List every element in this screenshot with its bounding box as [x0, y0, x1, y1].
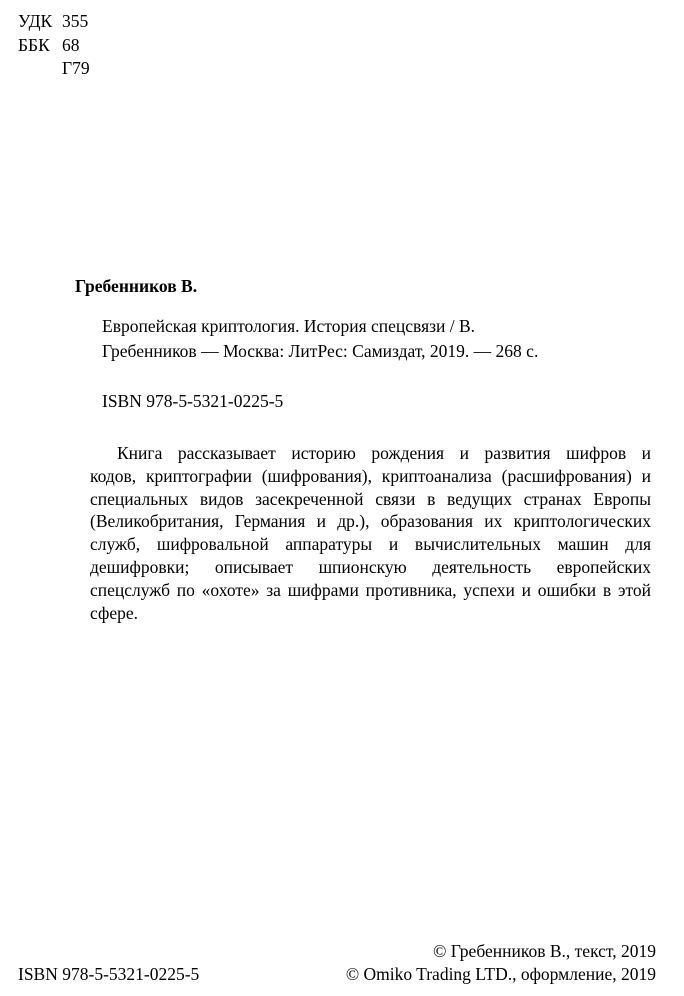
- isbn-main: ISBN 978-5-5321-0225-5: [102, 391, 284, 411]
- annotation-line: кодов, криптографии (шифрования), криптоанализа (расшифрования) и: [90, 465, 651, 486]
- bbk-label: ББК: [18, 35, 50, 55]
- author-mark: Г79: [62, 58, 90, 78]
- bbk-value: 68: [62, 35, 80, 55]
- copyright-design: © Omiko Trading LTD., оформление, 2019: [345, 964, 656, 984]
- footer-isbn: ISBN 978-5-5321-0225-5: [18, 964, 200, 984]
- annotation-line: (Великобритания, Германия и др.), образования их криптологических: [90, 511, 651, 532]
- annotation-line: сфере.: [90, 602, 138, 623]
- annotation: [90, 442, 651, 624]
- bibliographic-line-2: Гребенников — Москва: ЛитРес: Самиздат, 2019. — 268 с.: [102, 341, 539, 361]
- annotation-line: Книга рассказывает историю рождения и развития шифров и: [117, 443, 651, 463]
- annotation-line: специальных видов засекреченной связи в ведущих странах Европы: [90, 488, 651, 509]
- udk-value: 355: [62, 11, 89, 31]
- annotation-line: служб, шифровальной аппаратуры и вычислительных машин для: [90, 534, 651, 555]
- udk-label: УДК: [18, 11, 53, 31]
- copyright-text: © Гребенников В., текст, 2019: [433, 941, 656, 961]
- author-heading: Гребенников В.: [75, 276, 198, 296]
- annotation-line: дешифровки; описывает шпионскую деятельность европейских: [90, 556, 651, 577]
- bibliographic-line-1: Европейская криптология. История спецсвязи / В.: [102, 316, 476, 336]
- annotation-line: спецслужб по «охоте» за шифрами противника, успехи и ошибки в этой: [90, 579, 651, 600]
